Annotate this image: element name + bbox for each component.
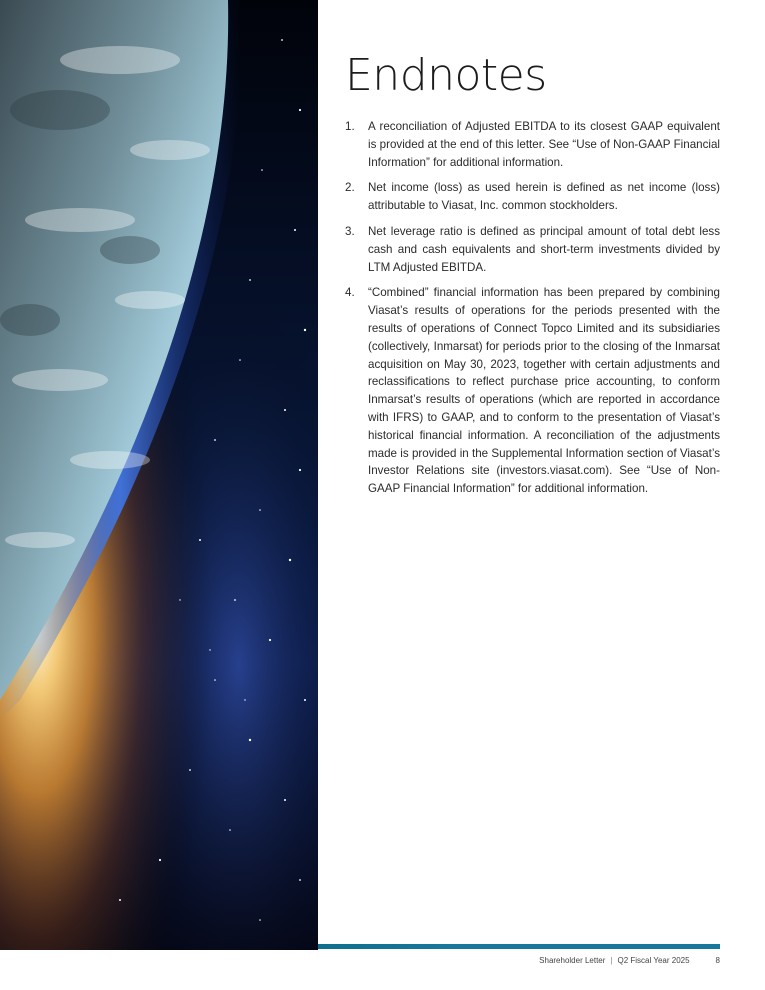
- endnote-number: 3.: [345, 224, 355, 238]
- endnote-item: [345, 284, 720, 498]
- page-number: 8: [715, 956, 720, 965]
- footer-document-name: Shareholder Letter: [539, 956, 606, 965]
- earth-from-space-image: [0, 0, 318, 950]
- earth-illustration: [0, 0, 318, 950]
- endnotes-section: [345, 50, 720, 506]
- page-footer: [539, 955, 720, 967]
- page-title: Endnotes: [345, 50, 547, 101]
- endnote-text: “Combined” financial information has been prepared by combining Viasat’s results of operations for the periods presented with the results of operations of Connect Topco Limited and its subsidiaries (collectively, Inmarsat) for periods prior to the closing of the Inmarsat acquisition on May 30, 2023, together with certain adjustments and reclassifications to reflect purchase price accounting, to conform Inmarsat’s results of operations (which are reported in accordance with IFRS) to GAAP, and to conform to the presentation of Viasat’s historical financial information. A reconciliation of the adjustments made is provided in the Supplemental Information section of Viasat’s Investor Relations site (investors.viasat.com). See “Use of Non-GAAP Financial Information” for additional information.: [368, 286, 720, 496]
- endnote-item: [345, 118, 720, 171]
- endnote-item: [345, 179, 720, 215]
- endnote-number: 1.: [345, 120, 355, 133]
- footer-accent-bar: [318, 944, 720, 949]
- endnote-text: Net leverage ratio is defined as principal amount of total debt less cash and cash equivalents and short-term investments divided by LTM Adjusted EBITDA.: [368, 224, 720, 274]
- endnote-text: A reconciliation of Adjusted EBITDA to its closest GAAP equivalent is provided at the end of this letter. See “Use of Non-GAAP Financial Information” for additional information.: [368, 120, 720, 169]
- endnotes-list: [345, 118, 720, 498]
- endnote-number: 4.: [345, 286, 355, 300]
- footer-separator: |: [610, 956, 613, 965]
- endnote-item: [345, 223, 720, 276]
- endnote-text: Net income (loss) as used herein is defined as net income (loss) attributable to Viasat, Inc. common stockholders.: [368, 181, 720, 213]
- footer-period: Q2 Fiscal Year 2025: [617, 956, 690, 965]
- endnote-number: 2.: [345, 181, 355, 195]
